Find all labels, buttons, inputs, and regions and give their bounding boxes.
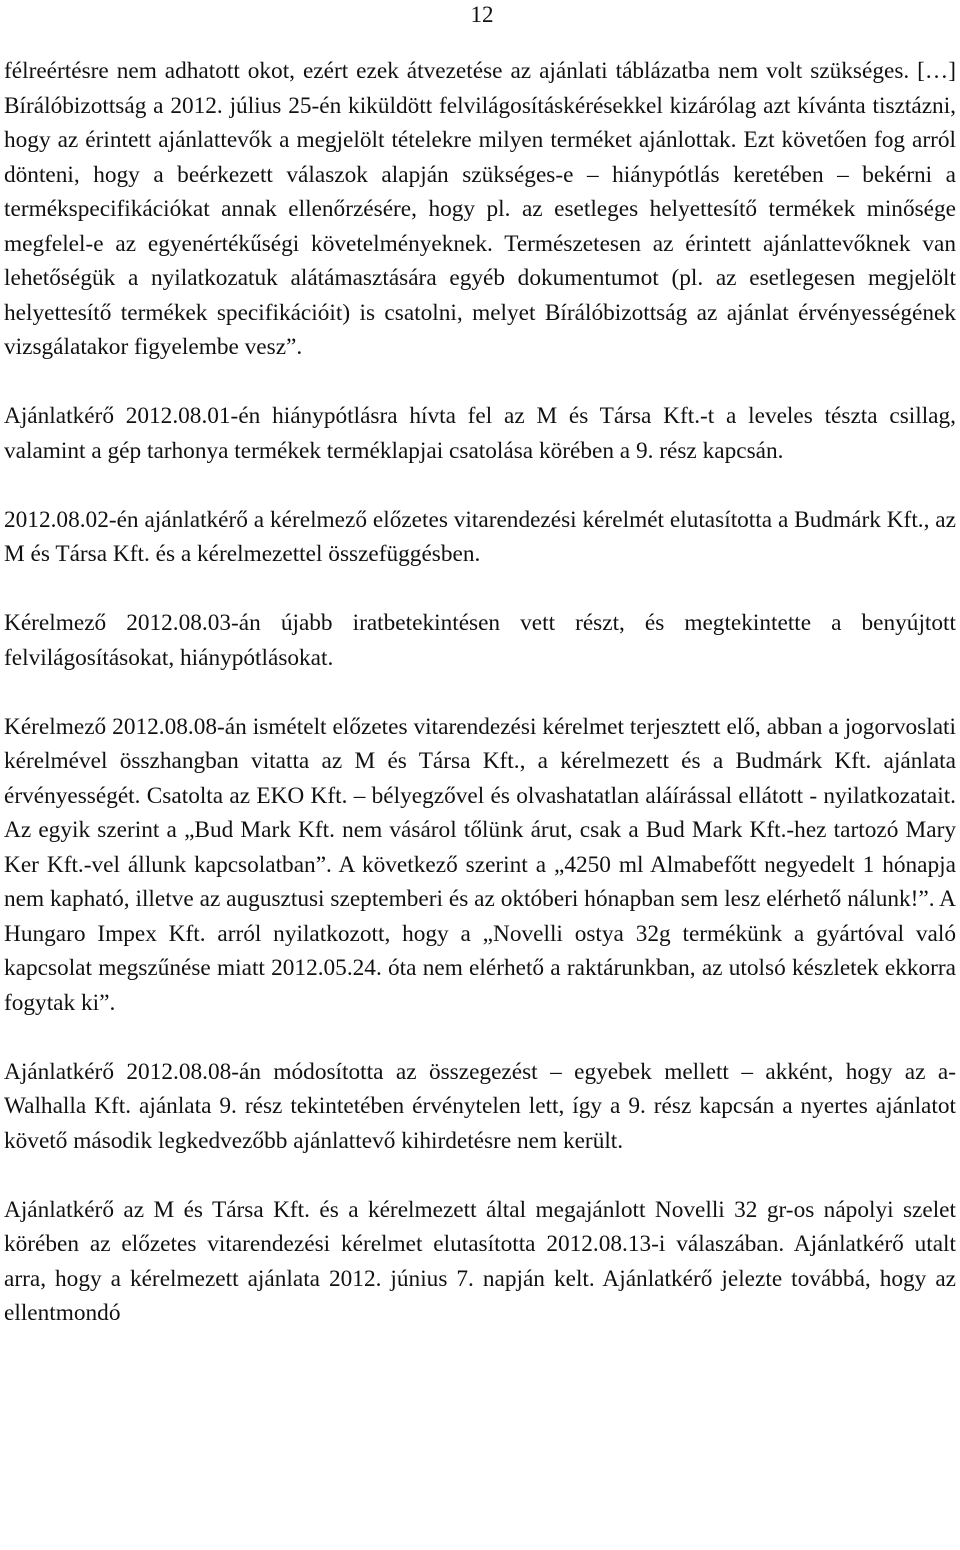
page-number: 12	[470, 2, 494, 27]
paragraph-4: Kérelmező 2012.08.03-án újabb iratbetekintésen vett részt, és megtekintette a benyújtott felvilágosításokat, hiánypótlásokat.	[4, 610, 956, 671]
paragraph-6: Ajánlatkérő 2012.08.08-án módosította az összegezést – egyebek mellett – akként, hogy az a-Walhalla Kft. ajánlata 9. rész tekintetében érvénytelen lett, így a 9. rész kapcsán a nyertes ajánlatot követő második legkedvezőbb ajánlattevő kihirdetésre nem került.	[4, 1058, 956, 1154]
paragraph-1: félreértésre nem adhatott okot, ezért ezek átvezetése az ajánlati táblázatba nem volt szükséges. […] Bírálóbizottság a 2012. július 25-én kiküldött felvilágosításkérésekkel kizárólag azt kívánta tisztázni, hogy az érintett ajánlattevők a megjelölt tételekre milyen terméket ajánlottak. Ezt követően fog arról dönteni, hogy a beérkezett válaszok alapján szükséges-e – hiánypótlás keretében – bekérni a termékspecifikációkat annak ellenőrzésére, hogy pl. az esetleges helyettesítő termékek minősége megfelel-e az egyenértékűségi követelményeknek. Természetesen az érintett ajánlattevőknek van lehetőségük a nyilatkozatuk alátámasztására egyéb dokumentumot (pl. az esetlegesen megjelölt helyettesítő termékek specifikációit) is csatolni, melyet Bírálóbizottság az ajánlat érvényességének vizsgálatakor figyelembe vesz”.	[4, 58, 956, 360]
paragraph-2: Ajánlatkérő 2012.08.01-én hiánypótlásra hívta fel az M és Társa Kft.-t a leveles tészta csillag, valamint a gép tarhonya termékek terméklapjai csatolása körében a 9. rész kapcsán.	[4, 403, 956, 464]
paragraph-3: 2012.08.02-én ajánlatkérő a kérelmező előzetes vitarendezési kérelmét elutasította a Budmárk Kft., az M és Társa Kft. és a kérelmezettel összefüggésben.	[4, 506, 956, 567]
paragraph-7: Ajánlatkérő az M és Társa Kft. és a kérelmezett által megajánlott Novelli 32 gr-os nápolyi szelet körében az előzetes vitarendezési kérelmet elutasította 2012.08.13-i válaszában. Ajánlatkérő utalt arra, hogy a kérelmezett ajánlata 2012. június 7. napján kelt. Ajánlatkérő jelezte továbbá, hogy az ellentmondó	[4, 1196, 956, 1326]
document-body	[4, 54, 956, 1331]
paragraph-5: Kérelmező 2012.08.08-án ismételt előzetes vitarendezési kérelmet terjesztett elő, abban a jogorvoslati kérelmével összhangban vitatta az M és Társa Kft., a kérelmezett és a Budmárk Kft. ajánlata érvényességét. Csatolta az EKO Kft. – bélyegzővel és olvashatatlan aláírással ellátott - nyilatkozatait. Az egyik szerint a „Bud Mark Kft. nem vásárol tőlünk árut, csak a Bud Mark Kft.-hez tartozó Mary Ker Kft.-vel állunk kapcsolatban”. A következő szerint a „4250 ml Almabefőtt negyedelt 1 hónapja nem kapható, illetve az augusztusi szeptemberi és az októberi hónapban sem lesz elérhető nálunk!”. A Hungaro Impex Kft. arról nyilatkozott, hogy a „Novelli ostya 32g termékünk a gyártóval való kapcsolat megszűnése miatt 2012.05.24. óta nem elérhető a raktárunkban, az utolsó készletek ekkorra fogytak ki”.	[4, 713, 956, 1016]
